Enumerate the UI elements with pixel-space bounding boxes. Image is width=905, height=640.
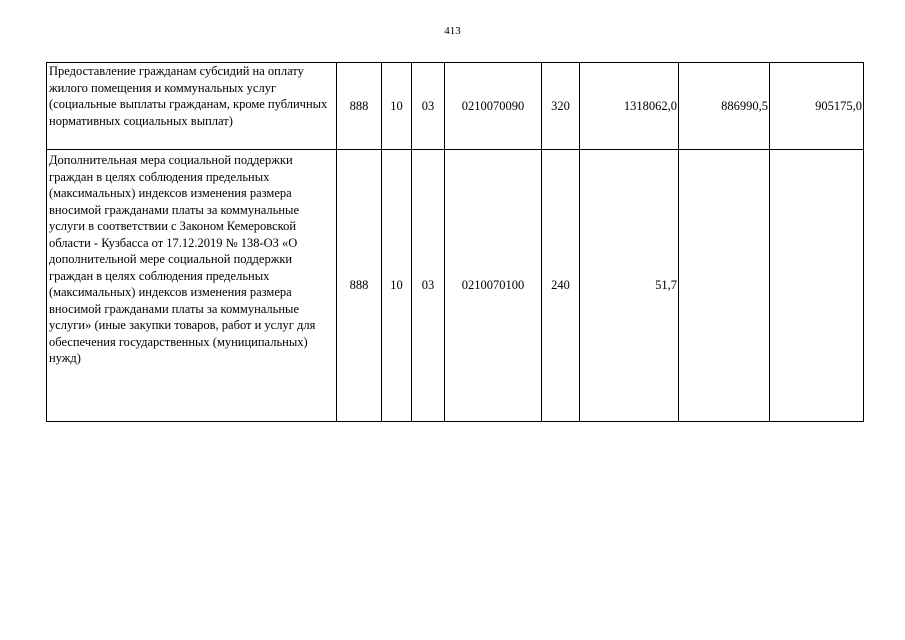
amount-year-1: 51,7 xyxy=(580,150,679,422)
target-article-code: 0210070100 xyxy=(445,150,542,422)
section-code: 10 xyxy=(382,63,412,150)
subsection-code: 03 xyxy=(412,150,445,422)
page-number: 413 xyxy=(444,25,461,37)
budget-table xyxy=(46,62,864,422)
section-code: 10 xyxy=(382,150,412,422)
row-description: Дополнительная мера социальной поддержки граждан в целях соблюдения предельных (максимальных) индексов изменения размера вносимой гражданами платы за коммунальные услуги в соответствии с Законом Кемеровской области - Кузбасса от 17.12.2019 № 138-ОЗ «О дополнительной мере социальной поддержки граждан в целях соблюдения предельных (максимальных) индексов изменения размера вносимой гражданами платы за коммунальные услуги» (иные закупки товаров, работ и услуг для обеспечения государственных (муниципальных) нужд) xyxy=(47,150,337,422)
row-description: Предоставление гражданам субсидий на оплату жилого помещения и коммунальных услуг (социальные выплаты гражданам, кроме публичных нормативных социальных выплат) xyxy=(47,63,337,150)
ministry-code: 888 xyxy=(337,63,382,150)
amount-year-2 xyxy=(679,150,770,422)
subsection-code: 03 xyxy=(412,63,445,150)
expense-type-code: 320 xyxy=(542,63,580,150)
ministry-code: 888 xyxy=(337,150,382,422)
expense-type-code: 240 xyxy=(542,150,580,422)
table-row xyxy=(47,63,864,150)
target-article-code: 0210070090 xyxy=(445,63,542,150)
amount-year-3 xyxy=(770,150,864,422)
amount-year-1: 1318062,0 xyxy=(580,63,679,150)
table-row xyxy=(47,150,864,422)
amount-year-3: 905175,0 xyxy=(770,63,864,150)
amount-year-2: 886990,5 xyxy=(679,63,770,150)
